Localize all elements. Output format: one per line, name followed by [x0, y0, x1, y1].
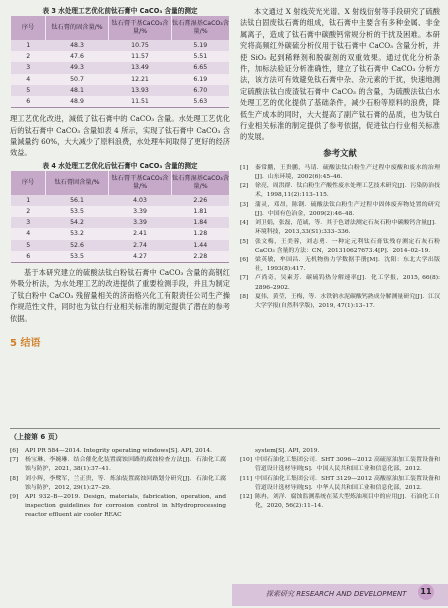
table-cell: 1.81: [172, 206, 230, 217]
bottom-right-references: [240, 447, 440, 511]
table-cell: 2.74: [109, 240, 172, 251]
table-row: [11, 228, 229, 239]
table-cell: 53.5: [46, 251, 109, 263]
table-cell: 2: [11, 51, 46, 62]
reference-item: [10, 493, 226, 521]
table-cell: 48.1: [46, 85, 109, 96]
table-cell: 12.21: [109, 74, 172, 85]
table-cell: 2: [11, 206, 46, 217]
table-row: [11, 96, 229, 108]
table4-header-solid: 钛石膏固含量/%: [46, 171, 109, 195]
reference-item: [240, 293, 440, 311]
table-cell: 1.28: [172, 228, 230, 239]
reference-text: 杨宝琳，李婉琳．结合催化化装置腐蚀回路的腐蚀检查方法[J]．石油化工腐蚀与防护，2021, 38(1):37–41.: [25, 457, 226, 473]
table4-header-index: 序号: [11, 171, 46, 195]
table-cell: 5.19: [172, 40, 230, 51]
table-row: [11, 217, 229, 228]
body-paragraph: 基于本研究建立的硫酸法钛白粉钛石膏中 CaCO₃ 含量的高钢红外吸分析法，为水处理工艺的改进提供了重要检测手段，并且为制定了钛白粉中 CaCO₃ 残留量相关的济南格兴化工有限责任公司生产操作规范性文件，同时也为钛白行业相关标准的制定提供了潜在的参考依据。: [10, 267, 230, 323]
reference-text: 夏伟，黄莹，王梅，等．水铁钠水泥碳酸钙熟成分解测量研究[J]．江汉大学学报(自然科学版)，2019, 47(1):13–17.: [255, 293, 440, 309]
table3-header-wet: 钛石膏湿基CaCO₃含量/%: [172, 16, 230, 40]
table-cell: 1.44: [172, 240, 230, 251]
table-cell: 5.63: [172, 96, 230, 108]
bottom-left-references: [10, 447, 226, 521]
reference-text: API PR 584—2014. Integrity operating windows[S]. API, 2014.: [25, 448, 213, 454]
table-cell: 6: [11, 96, 46, 108]
table-cell: 48.9: [46, 96, 109, 108]
table-row: [11, 40, 229, 51]
reference-number: [7]: [240, 275, 249, 282]
section-divider: [10, 428, 440, 429]
reference-text: 中国石油化工集团公司．SHT 3129—2012 高酸原油加工装置设备和管道设计选材导则[S]．中华人民共和国工业和信息化部，2012.: [255, 475, 440, 491]
table-cell: 2.26: [172, 195, 230, 206]
table-row: [11, 240, 229, 251]
table-row: [11, 51, 229, 62]
table-cell: 10.75: [109, 40, 172, 51]
table-cell: 13.93: [109, 85, 172, 96]
table-cell: 4: [11, 228, 46, 239]
reference-text: 梁英敏，牟国昌．无机物热力学数据手册[M]．沈阳：东北大学出版社，1993(8):417.: [255, 256, 440, 273]
table-cell: 56.1: [46, 195, 109, 206]
table-cell: 4: [11, 74, 46, 85]
table-cell: 11.57: [109, 51, 172, 62]
reference-item: [10, 456, 226, 474]
table3-header-dry: 钛石膏干基CaCO₃含量/%: [109, 16, 172, 40]
reference-number: [11]: [240, 475, 253, 482]
references-heading: 参考文献: [323, 147, 357, 158]
table3-header-index: 序号: [11, 16, 46, 40]
table4-header-wet: 钛石膏湿基CaCO₃含量/%: [172, 171, 230, 195]
reference-number: [2]: [240, 183, 249, 190]
page-number: 11: [418, 584, 434, 600]
table-cell: 47.6: [46, 51, 109, 62]
table-cell: 52.6: [46, 240, 109, 251]
table-row: [11, 85, 229, 96]
table-cell: 11.51: [109, 96, 172, 108]
reference-item: [10, 475, 226, 493]
right-column: [240, 6, 440, 311]
table-cell: 3.39: [109, 206, 172, 217]
table-cell: 5: [11, 85, 46, 96]
body-paragraph: 本文通过 X 射线荧光光谱、X 射线衍射等手段研究了硫酸法钛白固废钛石膏的组成，钛石膏中主要含有多种金属、非金属离子，造成了钛石膏中碳酸钙常规分析的干扰及困难。本研究将高频红外碳硫分析仪用于钛石膏中 CaCO₃ 含量分析，并使 SiO₂ 起到稀释剂和脱碳剂的双重效果。通过优化分析条件，加标法验证分析准确性，建立了钛石膏中 CaCO₃ 分析方法，该方法可有效避免钛石膏中杂、杂元素的干扰，快速地测定硫酸法钛白废渣钛石膏中 CaCO₃ 的含量，为硫酸法钛白水处理工艺的优化提供了基础条件，减少石粉等原料的浪费，降低生产成本的同时，大大提高了副产钛石膏的品质，也为钛白行业相关标准的制定提供了参考依据，促进钛白行业相关标准的发展。: [240, 7, 440, 142]
reference-text: 中国石油化工集团公司．SHT 3096—2012 高硫原油加工装置设备和管道设计选材导则[S]．中国人民共和国工业和信息化部，2012.: [255, 457, 440, 473]
table-row: [11, 62, 229, 73]
table-cell: 1: [11, 40, 46, 51]
reference-item: [240, 201, 440, 219]
reference-item: [240, 475, 440, 493]
table-cell: 53.5: [46, 206, 109, 217]
table-row: [11, 74, 229, 85]
reference-text: 陈冉，刘洋．腐蚀监测系统在某大型炼油项目中的应用[J]．石油化工自化，2020, 56(2):11–14.: [255, 494, 440, 510]
table4: [11, 171, 229, 263]
table-cell: 6.19: [172, 74, 230, 85]
reference-item: [240, 447, 440, 456]
footer-section-label: 探索研究 RESEARCH AND DEVELOPMENT: [266, 590, 407, 598]
table-cell: 2.41: [109, 228, 172, 239]
reference-number: [8]: [10, 475, 19, 482]
table-row: [11, 251, 229, 263]
section-heading: 5 结语: [10, 337, 41, 349]
table4-title: 表 4 水处理工艺优化后钛石膏中 CaCO₃ 含量的测定: [42, 161, 198, 170]
reference-number: [1]: [240, 164, 249, 171]
table-cell: 6.65: [172, 62, 230, 73]
reference-number: [12]: [240, 494, 253, 501]
reference-number: [9]: [10, 494, 19, 501]
table4-header-dry: 钛石膏干基CaCO₃含量/%: [109, 171, 172, 195]
table-cell: 2.28: [172, 251, 230, 263]
table3-title: 表 3 水处理工艺优化前钛石膏中 CaCO₃ 含量的测定: [42, 7, 198, 15]
reference-number: [6]: [240, 256, 249, 263]
reference-item: [240, 456, 440, 474]
reference-item: [240, 182, 440, 200]
table-row: [11, 206, 229, 217]
table-cell: 48.3: [46, 40, 109, 51]
reference-item: [240, 274, 440, 292]
reference-text: system[S]. API, 2019.: [255, 448, 320, 454]
reference-item: [240, 238, 440, 256]
table-cell: 53.2: [46, 228, 109, 239]
table-cell: 50.7: [46, 74, 109, 85]
reference-number: [6]: [10, 448, 19, 454]
table-cell: 5.51: [172, 51, 230, 62]
reference-text: 张文梅，王美蓉，刘志勇．一种定元利钛石膏钛残存测定石灰石粉 CaCO₃ 含量的方法：CN，201310627673.4[P]．2014–02–19.: [255, 238, 440, 254]
reference-number: [240, 447, 255, 456]
table-cell: 4.03: [109, 195, 172, 206]
reference-text: 卢尚奇，吴素芳．碳硫钨热分解速率[J]．化工学报，2015, 66(8): 2896–2902.: [255, 275, 440, 291]
table3-header-solid: 钛石膏的固含量/%: [46, 16, 109, 40]
table-cell: 1.84: [172, 217, 230, 228]
reference-number: [10]: [240, 457, 253, 464]
reference-number: [3]: [240, 201, 249, 208]
left-column: [10, 6, 230, 355]
table-cell: 4.27: [109, 251, 172, 263]
reference-number: [8]: [240, 293, 249, 300]
reference-text: 刘小辉，李鹭军，兰正贵，等．炼油装置腐蚀回路划分研究[J]．石油化工腐蚀与防护，2012, 29(1):27–29.: [25, 475, 226, 491]
table-cell: 3.39: [109, 217, 172, 228]
table-cell: 6: [11, 251, 46, 263]
body-paragraph: 理工艺优化改进，減低了钛石膏中的 CaCO₃ 含量。水处理工艺优化后的钛石膏中 CaCO₃ 含量如表 4 所示，实现了钛石膏中 CaCO₃ 含量減量约 60%，大大减少了原料浪费，水处理车间取得了更好的经济效益。: [10, 114, 230, 158]
reference-item: [240, 493, 440, 511]
reference-text: 蒲灵，邓昂，陈钢．硫酸法钛白粉生产过程中固体废弃物处置的研究[J]．中国有色冶金，2009(2):46–48.: [255, 201, 440, 217]
reference-text: 徐亮，周洪群．钛白粉生产酸性废水处理工艺技术研究[J]．污染防治技术，1998,11(2):113–115.: [255, 183, 440, 199]
reference-item: [240, 164, 440, 182]
table-cell: 5: [11, 240, 46, 251]
reference-text: 秦常鹏，王贵鹏，马请．硫酸法钛白粉生产过程中废酸和废水的治理[J]．山东环境，2002(6):45–46.: [255, 164, 440, 181]
table-cell: 1: [11, 195, 46, 206]
table-cell: 13.49: [109, 62, 172, 73]
table-row: [11, 195, 229, 206]
table-cell: 54.2: [46, 217, 109, 228]
reference-item: [10, 447, 226, 456]
table-cell: 6.70: [172, 85, 230, 96]
reference-text: 刘卫娟，张磊，范诚，等．其于色谱法测定石灰石粉中碳酸钙含量[J]．环境科技，2013,33(S1):333–336.: [255, 220, 440, 236]
reference-text: API 932–B—2019. Design, materials, fabrication, operation, and inspection guidelines for corrosion control in hHydroprocessing reactor effluent air cooler REAC: [25, 494, 226, 519]
table-cell: 3: [11, 62, 46, 73]
reference-number: [5]: [240, 238, 249, 245]
table-cell: 3: [11, 217, 46, 228]
reference-item: [240, 219, 440, 237]
reference-number: [7]: [10, 457, 19, 464]
reference-item: [240, 256, 440, 274]
table-cell: 49.3: [46, 62, 109, 73]
reference-number: [4]: [240, 220, 249, 227]
table3: [11, 16, 229, 108]
continued-label: （上接第 6 页）: [10, 433, 62, 441]
